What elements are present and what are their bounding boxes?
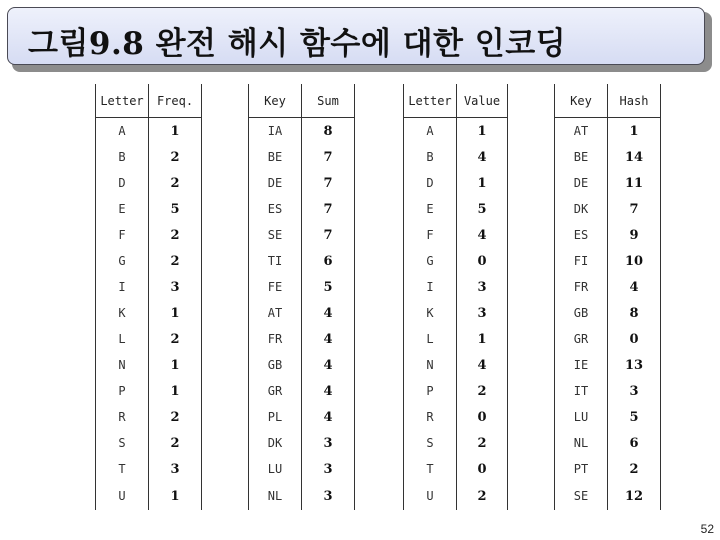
table-row xyxy=(404,248,508,274)
table-row xyxy=(555,274,661,300)
table-row xyxy=(249,326,355,352)
table-row xyxy=(249,274,355,300)
table-row xyxy=(404,170,508,196)
table-cell-value: 0 xyxy=(457,456,508,482)
table-cell-key: NL xyxy=(555,430,608,456)
letter-value-table xyxy=(403,84,508,510)
table-row xyxy=(249,482,355,510)
table-row xyxy=(96,482,202,510)
table-cell-key: B xyxy=(404,144,457,170)
table-cell-key: FR xyxy=(555,274,608,300)
table-cell-value: 0 xyxy=(457,248,508,274)
table-cell-key: F xyxy=(96,222,149,248)
table-row xyxy=(404,430,508,456)
table-row xyxy=(249,352,355,378)
table-cell-value: 3 xyxy=(149,274,202,300)
page-number: 52 xyxy=(700,522,714,536)
column-header: Hash xyxy=(608,84,661,118)
column-header: Letter xyxy=(404,84,457,118)
table-row xyxy=(249,118,355,145)
column-header: Freq. xyxy=(149,84,202,118)
table-cell-key: I xyxy=(96,274,149,300)
table-cell-key: P xyxy=(96,378,149,404)
table-cell-key: FI xyxy=(555,248,608,274)
table-cell-key: TI xyxy=(249,248,302,274)
table-cell-value: 5 xyxy=(149,196,202,222)
table-cell-value: 0 xyxy=(608,326,661,352)
table-row xyxy=(96,352,202,378)
table-row xyxy=(96,222,202,248)
table-row xyxy=(555,170,661,196)
table-cell-value: 2 xyxy=(149,326,202,352)
table-cell-value: 5 xyxy=(457,196,508,222)
table-row xyxy=(249,378,355,404)
table-cell-key: K xyxy=(96,300,149,326)
table-cell-value: 3 xyxy=(457,300,508,326)
table-cell-key: G xyxy=(404,248,457,274)
table-cell-value: 5 xyxy=(302,274,355,300)
table-cell-key: FE xyxy=(249,274,302,300)
table-row xyxy=(96,430,202,456)
table-cell-key: AT xyxy=(555,118,608,145)
table-row xyxy=(555,456,661,482)
table-cell-key: U xyxy=(404,482,457,510)
table-cell-key: GR xyxy=(555,326,608,352)
table-cell-key: DE xyxy=(555,170,608,196)
table-cell-value: 4 xyxy=(457,144,508,170)
table-cell-value: 4 xyxy=(302,300,355,326)
table-row xyxy=(249,196,355,222)
table-cell-value: 4 xyxy=(608,274,661,300)
table-cell-value: 2 xyxy=(149,144,202,170)
table-cell-key: GB xyxy=(249,352,302,378)
table-row xyxy=(96,144,202,170)
column-header: Value xyxy=(457,84,508,118)
table-row xyxy=(555,352,661,378)
table-row xyxy=(96,118,202,145)
key-hash-table xyxy=(554,84,661,510)
column-header: Key xyxy=(249,84,302,118)
table-cell-value: 3 xyxy=(302,482,355,510)
table-cell-value: 14 xyxy=(608,144,661,170)
table-cell-key: AT xyxy=(249,300,302,326)
table-cell-value: 3 xyxy=(302,430,355,456)
table-cell-key: R xyxy=(96,404,149,430)
table-cell-key: N xyxy=(96,352,149,378)
table-cell-value: 0 xyxy=(457,404,508,430)
table-row xyxy=(404,352,508,378)
table-cell-key: LU xyxy=(555,404,608,430)
table-row xyxy=(96,326,202,352)
table-cell-value: 10 xyxy=(608,248,661,274)
table-cell-key: DK xyxy=(249,430,302,456)
table-row xyxy=(249,222,355,248)
key-sum-table xyxy=(248,84,355,510)
table-cell-value: 12 xyxy=(608,482,661,510)
table-cell-key: IE xyxy=(555,352,608,378)
table-row xyxy=(96,404,202,430)
table-cell-key: U xyxy=(96,482,149,510)
table-cell-value: 3 xyxy=(608,378,661,404)
table-row xyxy=(404,456,508,482)
table-cell-value: 2 xyxy=(149,248,202,274)
column-header: Sum xyxy=(302,84,355,118)
table-row xyxy=(555,326,661,352)
table-row xyxy=(249,144,355,170)
table-row xyxy=(404,404,508,430)
table-row xyxy=(249,404,355,430)
table-cell-value: 1 xyxy=(149,118,202,145)
table-row xyxy=(555,222,661,248)
header-row xyxy=(555,84,661,118)
table-cell-key: E xyxy=(404,196,457,222)
table-row xyxy=(249,300,355,326)
column-header: Letter xyxy=(96,84,149,118)
table-row xyxy=(555,248,661,274)
table-row xyxy=(404,196,508,222)
table-cell-key: R xyxy=(404,404,457,430)
table-cell-key: PL xyxy=(249,404,302,430)
header-row xyxy=(249,84,355,118)
table-row xyxy=(96,300,202,326)
table-cell-value: 1 xyxy=(149,352,202,378)
table-cell-key: IT xyxy=(555,378,608,404)
table-cell-value: 3 xyxy=(149,456,202,482)
table-cell-value: 2 xyxy=(149,430,202,456)
table-cell-value: 7 xyxy=(302,222,355,248)
table-cell-key: T xyxy=(96,456,149,482)
table-cell-key: P xyxy=(404,378,457,404)
header-row xyxy=(96,84,202,118)
table-row xyxy=(555,300,661,326)
table-cell-key: NL xyxy=(249,482,302,510)
table-cell-value: 11 xyxy=(608,170,661,196)
table-cell-value: 3 xyxy=(457,274,508,300)
table-row xyxy=(96,170,202,196)
table-cell-value: 7 xyxy=(302,144,355,170)
table-cell-value: 6 xyxy=(608,430,661,456)
table-row xyxy=(555,196,661,222)
table-row xyxy=(96,196,202,222)
table-cell-key: S xyxy=(96,430,149,456)
table-row xyxy=(249,170,355,196)
table-row xyxy=(96,248,202,274)
table-cell-value: 8 xyxy=(608,300,661,326)
table-cell-key: A xyxy=(96,118,149,145)
slide-title: 그림9.8 완전 해시 함수에 대한 인코딩 xyxy=(28,26,567,62)
table-cell-value: 4 xyxy=(302,352,355,378)
table-cell-value: 7 xyxy=(302,170,355,196)
table-row xyxy=(404,144,508,170)
table-cell-value: 2 xyxy=(149,222,202,248)
table-cell-value: 2 xyxy=(457,430,508,456)
table-cell-value: 2 xyxy=(149,404,202,430)
table-cell-value: 9 xyxy=(608,222,661,248)
table-row xyxy=(555,404,661,430)
table-cell-key: S xyxy=(404,430,457,456)
table-cell-key: D xyxy=(96,170,149,196)
header-row xyxy=(404,84,508,118)
table-cell-key: ES xyxy=(249,196,302,222)
table-row xyxy=(555,482,661,510)
table-cell-value: 5 xyxy=(608,404,661,430)
table-row xyxy=(404,274,508,300)
table-cell-value: 4 xyxy=(302,326,355,352)
table-cell-value: 1 xyxy=(608,118,661,145)
table-cell-value: 4 xyxy=(302,404,355,430)
table-cell-key: FR xyxy=(249,326,302,352)
table-row xyxy=(404,326,508,352)
table-row xyxy=(555,118,661,145)
table-cell-key: A xyxy=(404,118,457,145)
table-row xyxy=(249,456,355,482)
column-header: Key xyxy=(555,84,608,118)
table-cell-value: 1 xyxy=(457,170,508,196)
table-cell-key: L xyxy=(404,326,457,352)
table-cell-value: 1 xyxy=(149,378,202,404)
table-cell-key: DK xyxy=(555,196,608,222)
table-cell-key: G xyxy=(96,248,149,274)
table-cell-key: B xyxy=(96,144,149,170)
table-cell-value: 4 xyxy=(457,222,508,248)
table-cell-key: DE xyxy=(249,170,302,196)
table-cell-value: 13 xyxy=(608,352,661,378)
table-row xyxy=(96,378,202,404)
table-cell-key: N xyxy=(404,352,457,378)
letter-frequency-table xyxy=(95,84,202,510)
table-cell-value: 4 xyxy=(302,378,355,404)
table-cell-value: 2 xyxy=(457,378,508,404)
table-cell-value: 4 xyxy=(457,352,508,378)
table-cell-value: 6 xyxy=(302,248,355,274)
table-row xyxy=(555,378,661,404)
table-cell-key: BE xyxy=(249,144,302,170)
table-cell-value: 2 xyxy=(608,456,661,482)
table-cell-key: I xyxy=(404,274,457,300)
table-cell-key: IA xyxy=(249,118,302,145)
table-cell-key: E xyxy=(96,196,149,222)
table-row xyxy=(404,118,508,145)
table-row xyxy=(404,482,508,510)
table-row xyxy=(249,430,355,456)
table-row xyxy=(96,274,202,300)
table-cell-value: 1 xyxy=(457,326,508,352)
table-cell-value: 8 xyxy=(302,118,355,145)
table-cell-value: 1 xyxy=(457,118,508,145)
table-cell-value: 2 xyxy=(457,482,508,510)
table-cell-value: 7 xyxy=(608,196,661,222)
table-cell-key: LU xyxy=(249,456,302,482)
table-row xyxy=(404,222,508,248)
table-row xyxy=(404,300,508,326)
table-cell-key: L xyxy=(96,326,149,352)
table-cell-key: BE xyxy=(555,144,608,170)
table-cell-value: 3 xyxy=(302,456,355,482)
table-cell-key: SE xyxy=(555,482,608,510)
table-cell-key: PT xyxy=(555,456,608,482)
table-row xyxy=(404,378,508,404)
table-row xyxy=(555,430,661,456)
table-cell-key: K xyxy=(404,300,457,326)
table-cell-key: D xyxy=(404,170,457,196)
table-cell-value: 1 xyxy=(149,482,202,510)
table-cell-key: T xyxy=(404,456,457,482)
table-cell-value: 7 xyxy=(302,196,355,222)
title-banner xyxy=(7,7,705,65)
table-cell-key: GB xyxy=(555,300,608,326)
table-cell-value: 2 xyxy=(149,170,202,196)
table-cell-value: 1 xyxy=(149,300,202,326)
table-row xyxy=(96,456,202,482)
table-cell-key: ES xyxy=(555,222,608,248)
table-row xyxy=(555,144,661,170)
table-cell-key: SE xyxy=(249,222,302,248)
table-row xyxy=(249,248,355,274)
table-cell-key: F xyxy=(404,222,457,248)
table-cell-key: GR xyxy=(249,378,302,404)
